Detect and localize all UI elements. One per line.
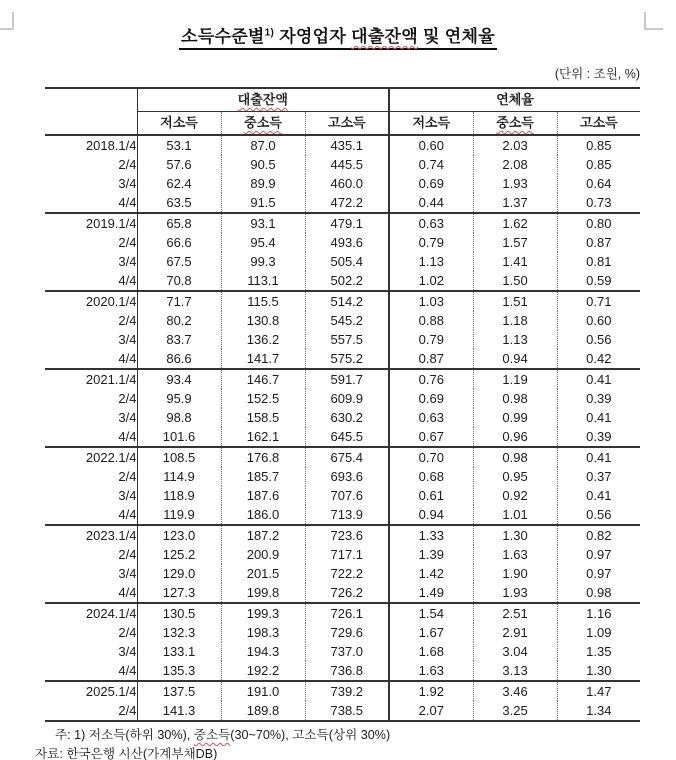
cell-value: 1.68	[389, 642, 473, 661]
cell-value: 0.95	[473, 467, 557, 486]
cell-value: 189.8	[221, 701, 305, 721]
header-group-label: 연체율	[496, 92, 534, 107]
table-row	[45, 505, 640, 525]
cell-value: 693.6	[305, 467, 389, 486]
cell-value: 141.3	[137, 701, 221, 721]
cell-value: 0.59	[586, 273, 612, 288]
cell-value: 0.39	[586, 429, 612, 444]
cell-value: 91.5	[221, 193, 305, 213]
cell-value: 63.5	[137, 193, 221, 213]
row-label: 3/4	[45, 486, 137, 505]
cell-value: 0.41	[586, 410, 612, 425]
cell-value: 86.6	[137, 349, 221, 369]
table-row	[45, 408, 640, 427]
cell-value: 135.3	[137, 661, 221, 681]
page-corner-mark-right	[644, 12, 663, 30]
header-sub-label: 중소득	[496, 115, 534, 130]
table-row	[45, 311, 640, 330]
row-label: 2/4	[45, 545, 137, 564]
cell-value: 1.30	[586, 663, 612, 678]
row-label: 2/4	[45, 701, 137, 721]
cell-value: 101.6	[137, 427, 221, 447]
cell-value: 0.37	[586, 469, 612, 484]
row-label: 2021.1/4	[45, 369, 137, 389]
cell-value: 194.3	[221, 642, 305, 661]
page-corner-mark-left	[0, 12, 14, 30]
cell-value: 201.5	[221, 564, 305, 583]
cell-value: 137.5	[137, 681, 221, 701]
cell-value: 726.1	[305, 603, 389, 623]
table-row	[45, 447, 640, 467]
footnote-text-spellchecked: 중소득	[193, 728, 231, 742]
cell-value: 2.08	[473, 155, 557, 174]
cell-value: 136.2	[221, 330, 305, 349]
header-sub-label: 중소득	[244, 115, 282, 130]
footnote-text: 주: 1) 저소득(하위 30%),	[55, 728, 194, 742]
cell-value: 479.1	[305, 213, 389, 233]
row-label: 4/4	[45, 193, 137, 213]
table-row	[45, 427, 640, 447]
cell-value: 199.8	[221, 583, 305, 603]
cell-value: 0.41	[586, 488, 612, 503]
cell-value: 1.09	[586, 625, 612, 640]
table-row	[45, 467, 640, 486]
cell-value: 1.33	[389, 525, 473, 545]
cell-value: 493.6	[305, 233, 389, 252]
title-part: 자영업자	[274, 27, 352, 46]
row-label: 2/4	[45, 155, 137, 174]
cell-value: 0.79	[389, 330, 473, 349]
title-part-spellchecked: 대출잔액	[351, 27, 418, 46]
cell-value: 1.16	[557, 603, 640, 623]
cell-value: 0.63	[389, 408, 473, 427]
row-label: 4/4	[45, 661, 137, 681]
cell-value: 0.99	[473, 408, 557, 427]
cell-value: 1.93	[473, 174, 557, 193]
cell-value: 95.9	[137, 389, 221, 408]
cell-value: 93.1	[221, 213, 305, 233]
table-header	[45, 88, 640, 135]
cell-value: 502.2	[305, 271, 389, 291]
row-label: 2/4	[45, 311, 137, 330]
cell-value: 0.63	[389, 213, 473, 233]
cell-value: 1.90	[473, 564, 557, 583]
table-row	[45, 213, 640, 233]
cell-value: 630.2	[305, 408, 389, 427]
table-row	[45, 525, 640, 545]
cell-value: 1.41	[473, 252, 557, 271]
cell-value: 66.6	[137, 233, 221, 252]
cell-value: 71.7	[137, 291, 221, 311]
table-row	[45, 681, 640, 701]
cell-value: 80.2	[137, 311, 221, 330]
cell-value: 115.5	[221, 291, 305, 311]
cell-value: 108.5	[137, 447, 221, 467]
row-label: 2020.1/4	[45, 291, 137, 311]
table-row	[45, 291, 640, 311]
cell-value: 0.81	[586, 254, 612, 269]
footnote-text: (30~70%), 고소득(상위 30%)	[230, 728, 391, 742]
title-footnote-marker: 1)	[264, 27, 275, 39]
cell-value: 435.1	[305, 135, 389, 155]
cell-value: 90.5	[221, 155, 305, 174]
table-row	[45, 155, 640, 174]
cell-value: 1.93	[473, 583, 557, 603]
cell-value: 152.5	[221, 389, 305, 408]
row-label: 3/4	[45, 642, 137, 661]
cell-value: 83.7	[137, 330, 221, 349]
header-mid-income	[221, 112, 305, 136]
loan-table	[45, 87, 640, 722]
cell-value: 722.2	[305, 564, 389, 583]
cell-value: 176.8	[221, 447, 305, 467]
cell-value: 0.69	[389, 389, 473, 408]
cell-value: 99.3	[221, 252, 305, 271]
cell-value: 1.57	[473, 233, 557, 252]
header-high-income: 고소득	[305, 112, 389, 136]
footnote-source: 자료: 한국은행 시산(가계부채DB)	[35, 746, 218, 760]
cell-value: 2.91	[473, 623, 557, 642]
cell-value: 2.07	[389, 701, 473, 721]
cell-value: 200.9	[221, 545, 305, 564]
cell-value: 1.50	[473, 271, 557, 291]
cell-value: 0.85	[586, 157, 612, 172]
table-row	[45, 349, 640, 369]
cell-value: 0.70	[389, 447, 473, 467]
cell-value: 3.13	[473, 661, 557, 681]
cell-value: 0.82	[557, 525, 640, 545]
cell-value: 1.18	[473, 311, 557, 330]
row-label: 3/4	[45, 252, 137, 271]
cell-value: 0.76	[389, 369, 473, 389]
cell-value: 70.8	[137, 271, 221, 291]
table-row	[45, 486, 640, 505]
row-label: 3/4	[45, 564, 137, 583]
cell-value: 723.6	[305, 525, 389, 545]
cell-value: 2.03	[473, 135, 557, 155]
cell-value: 1.63	[389, 661, 473, 681]
table-row	[45, 564, 640, 583]
table-row	[45, 701, 640, 721]
row-label: 2/4	[45, 389, 137, 408]
row-label: 3/4	[45, 174, 137, 193]
cell-value: 0.80	[557, 213, 640, 233]
cell-value: 1.54	[389, 603, 473, 623]
cell-value: 460.0	[305, 174, 389, 193]
cell-value: 726.2	[305, 583, 389, 603]
header-blank-cell	[45, 88, 137, 135]
cell-value: 0.94	[389, 505, 473, 525]
table-row	[45, 623, 640, 642]
cell-value: 113.1	[221, 271, 305, 291]
cell-value: 1.47	[557, 681, 640, 701]
cell-value: 98.8	[137, 408, 221, 427]
cell-value: 132.3	[137, 623, 221, 642]
cell-value: 0.61	[389, 486, 473, 505]
cell-value: 609.9	[305, 389, 389, 408]
cell-value: 1.03	[389, 291, 473, 311]
cell-value: 119.9	[137, 505, 221, 525]
cell-value: 57.6	[137, 155, 221, 174]
row-label: 2022.1/4	[45, 447, 137, 467]
cell-value: 199.3	[221, 603, 305, 623]
cell-value: 0.98	[473, 389, 557, 408]
cell-value: 130.5	[137, 603, 221, 623]
cell-value: 0.44	[389, 193, 473, 213]
cell-value: 0.68	[389, 467, 473, 486]
table-row	[45, 252, 640, 271]
cell-value: 707.6	[305, 486, 389, 505]
header-mid-income	[473, 112, 557, 136]
cell-value: 198.3	[221, 623, 305, 642]
cell-value: 557.5	[305, 330, 389, 349]
cell-value: 1.42	[389, 564, 473, 583]
cell-value: 0.98	[586, 585, 612, 600]
cell-value: 141.7	[221, 349, 305, 369]
cell-value: 0.67	[389, 427, 473, 447]
cell-value: 0.94	[473, 349, 557, 369]
row-label: 2019.1/4	[45, 213, 137, 233]
cell-value: 114.9	[137, 467, 221, 486]
row-label: 2/4	[45, 233, 137, 252]
cell-value: 739.2	[305, 681, 389, 701]
cell-value: 118.9	[137, 486, 221, 505]
header-low-income: 저소득	[137, 112, 221, 136]
cell-value: 0.71	[557, 291, 640, 311]
cell-value: 0.74	[389, 155, 473, 174]
cell-value: 1.49	[389, 583, 473, 603]
table-row	[45, 642, 640, 661]
cell-value: 53.1	[137, 135, 221, 155]
table-row	[45, 661, 640, 681]
cell-value: 1.02	[389, 271, 473, 291]
cell-value: 1.39	[389, 545, 473, 564]
cell-value: 737.0	[305, 642, 389, 661]
row-label: 4/4	[45, 349, 137, 369]
header-group-label: 대출잔액	[237, 92, 288, 107]
cell-value: 192.2	[221, 661, 305, 681]
row-label: 4/4	[45, 271, 137, 291]
cell-value: 0.60	[586, 313, 612, 328]
cell-value: 0.39	[586, 391, 612, 406]
row-label: 3/4	[45, 330, 137, 349]
footnote-note	[35, 726, 676, 745]
row-label: 2024.1/4	[45, 603, 137, 623]
cell-value: 0.42	[586, 351, 612, 366]
cell-value: 127.3	[137, 583, 221, 603]
cell-value: 738.5	[305, 701, 389, 721]
cell-value: 0.87	[586, 235, 612, 250]
cell-value: 146.7	[221, 369, 305, 389]
table-row	[45, 603, 640, 623]
row-label: 2025.1/4	[45, 681, 137, 701]
cell-value: 129.0	[137, 564, 221, 583]
row-label: 4/4	[45, 505, 137, 525]
row-label: 2/4	[45, 623, 137, 642]
page-title	[179, 22, 497, 50]
cell-value: 87.0	[221, 135, 305, 155]
cell-value: 545.2	[305, 311, 389, 330]
cell-value: 0.64	[586, 176, 612, 191]
table-row	[45, 135, 640, 155]
cell-value: 1.01	[473, 505, 557, 525]
cell-value: 1.51	[473, 291, 557, 311]
table-row	[45, 174, 640, 193]
row-label: 2023.1/4	[45, 525, 137, 545]
cell-value: 187.2	[221, 525, 305, 545]
title-part: 소득수준별	[181, 27, 265, 46]
header-high-income: 고소득	[557, 112, 640, 136]
cell-value: 1.19	[473, 369, 557, 389]
cell-value: 713.9	[305, 505, 389, 525]
table-row	[45, 545, 640, 564]
cell-value: 186.0	[221, 505, 305, 525]
cell-value: 93.4	[137, 369, 221, 389]
table-row	[45, 389, 640, 408]
cell-value: 1.35	[586, 644, 612, 659]
table-body	[45, 135, 640, 721]
cell-value: 187.6	[221, 486, 305, 505]
title-part: 및 연체율	[418, 27, 495, 46]
cell-value: 130.8	[221, 311, 305, 330]
header-low-income: 저소득	[389, 112, 473, 136]
cell-value: 0.73	[586, 195, 612, 210]
cell-value: 1.13	[389, 252, 473, 271]
cell-value: 0.87	[389, 349, 473, 369]
cell-value: 575.2	[305, 349, 389, 369]
table-row	[45, 369, 640, 389]
cell-value: 591.7	[305, 369, 389, 389]
cell-value: 158.5	[221, 408, 305, 427]
cell-value: 505.4	[305, 252, 389, 271]
header-group-loan-balance	[137, 88, 389, 112]
cell-value: 0.85	[586, 138, 612, 153]
cell-value: 0.92	[473, 486, 557, 505]
cell-value: 1.37	[473, 193, 557, 213]
cell-value: 0.97	[586, 566, 612, 581]
cell-value: 0.98	[473, 447, 557, 467]
cell-value: 729.6	[305, 623, 389, 642]
cell-value: 3.25	[473, 701, 557, 721]
row-label: 4/4	[45, 583, 137, 603]
cell-value: 1.63	[473, 545, 557, 564]
cell-value: 0.60	[389, 135, 473, 155]
cell-value: 0.97	[586, 547, 612, 562]
cell-value: 62.4	[137, 174, 221, 193]
cell-value: 125.2	[137, 545, 221, 564]
table-row	[45, 233, 640, 252]
cell-value: 133.1	[137, 642, 221, 661]
cell-value: 123.0	[137, 525, 221, 545]
cell-value: 0.56	[586, 332, 612, 347]
cell-value: 445.5	[305, 155, 389, 174]
table-row	[45, 193, 640, 213]
cell-value: 3.04	[473, 642, 557, 661]
cell-value: 0.69	[389, 174, 473, 193]
cell-value: 0.88	[389, 311, 473, 330]
cell-value: 67.5	[137, 252, 221, 271]
cell-value: 645.5	[305, 427, 389, 447]
cell-value: 1.92	[389, 681, 473, 701]
cell-value: 0.41	[557, 369, 640, 389]
cell-value: 675.4	[305, 447, 389, 467]
cell-value: 162.1	[221, 427, 305, 447]
unit-label: (단위 : 조원, %)	[554, 67, 640, 81]
cell-value: 514.2	[305, 291, 389, 311]
cell-value: 2.51	[473, 603, 557, 623]
cell-value: 1.13	[473, 330, 557, 349]
cell-value: 95.4	[221, 233, 305, 252]
cell-value: 472.2	[305, 193, 389, 213]
cell-value: 1.62	[473, 213, 557, 233]
cell-value: 185.7	[221, 467, 305, 486]
table-row	[45, 330, 640, 349]
cell-value: 0.56	[586, 507, 612, 522]
cell-value: 1.67	[389, 623, 473, 642]
table-row	[45, 271, 640, 291]
header-group-delinquency-rate	[389, 88, 640, 112]
cell-value: 1.34	[557, 701, 640, 721]
row-label: 2/4	[45, 467, 137, 486]
cell-value: 65.8	[137, 213, 221, 233]
row-label: 3/4	[45, 408, 137, 427]
row-label: 2018.1/4	[45, 135, 137, 155]
cell-value: 0.79	[389, 233, 473, 252]
cell-value: 717.1	[305, 545, 389, 564]
cell-value: 1.30	[473, 525, 557, 545]
cell-value: 0.96	[473, 427, 557, 447]
cell-value: 191.0	[221, 681, 305, 701]
row-label: 4/4	[45, 427, 137, 447]
cell-value: 0.41	[557, 447, 640, 467]
table-row	[45, 583, 640, 603]
cell-value: 736.8	[305, 661, 389, 681]
cell-value: 89.9	[221, 174, 305, 193]
cell-value: 3.46	[473, 681, 557, 701]
